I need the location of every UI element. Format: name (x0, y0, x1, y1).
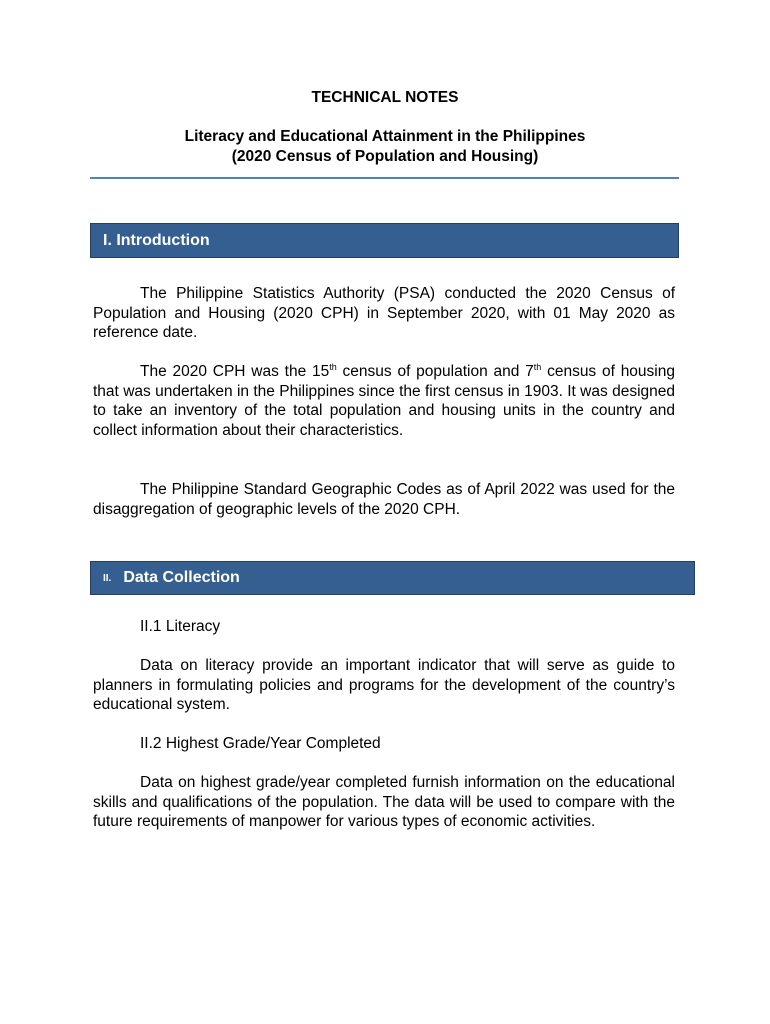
subtitle-line-1: Literacy and Educational Attainment in the Philippines (184, 128, 586, 145)
intro-paragraph-3: The Philippine Standard Geographic Codes as of April 2022 was used for the disaggregation of geographic levels of the 2020 CPH. (93, 481, 675, 518)
intro-p2-text-b: census of population and 7 (336, 363, 534, 380)
literacy-paragraph: Data on literacy provide an important indicator that will serve as guide to planners in formulating policies and programs for the development of the country’s educational system. (93, 657, 675, 713)
section-heading-introduction (90, 223, 679, 258)
intro-p2-text-c: census of housing that was undertaken in the Philippines since the first census in 1903. It was designed to take an inventory of the total population and housing units in the country and collect information about their characteristics. (93, 363, 675, 439)
intro-paragraph-1: The Philippine Statistics Authority (PSA) conducted the 2020 Census of Population and Housing (2020 CPH) in September 2020, with 01 May 2020 as reference date. (93, 285, 675, 341)
intro-paragraph-2 (93, 362, 675, 440)
highest-grade-paragraph: Data on highest grade/year completed furnish information on the educational skills and qualifications of the population. The data will be used to compare with the future requirements of manpower for various types of economic activities. (93, 774, 675, 830)
section-heading-label: Data Collection (123, 569, 240, 586)
section-numeral: II. (103, 573, 112, 584)
ordinal-suffix: th (533, 362, 542, 372)
subtitle-line-2: (2020 Census of Population and Housing) (231, 148, 539, 165)
subheading-highest-grade: II.2 Highest Grade/Year Completed (140, 735, 381, 752)
section-heading-data-collection (90, 561, 695, 595)
title-divider (90, 177, 679, 179)
subheading-literacy: II.1 Literacy (140, 618, 221, 635)
document-subtitle (0, 127, 770, 167)
page-title: TECHNICAL NOTES (311, 89, 459, 106)
ordinal-suffix: th (329, 362, 337, 372)
section-heading-label: I. Introduction (103, 232, 210, 249)
intro-p2-text-a: The 2020 CPH was the 15 (140, 363, 330, 380)
